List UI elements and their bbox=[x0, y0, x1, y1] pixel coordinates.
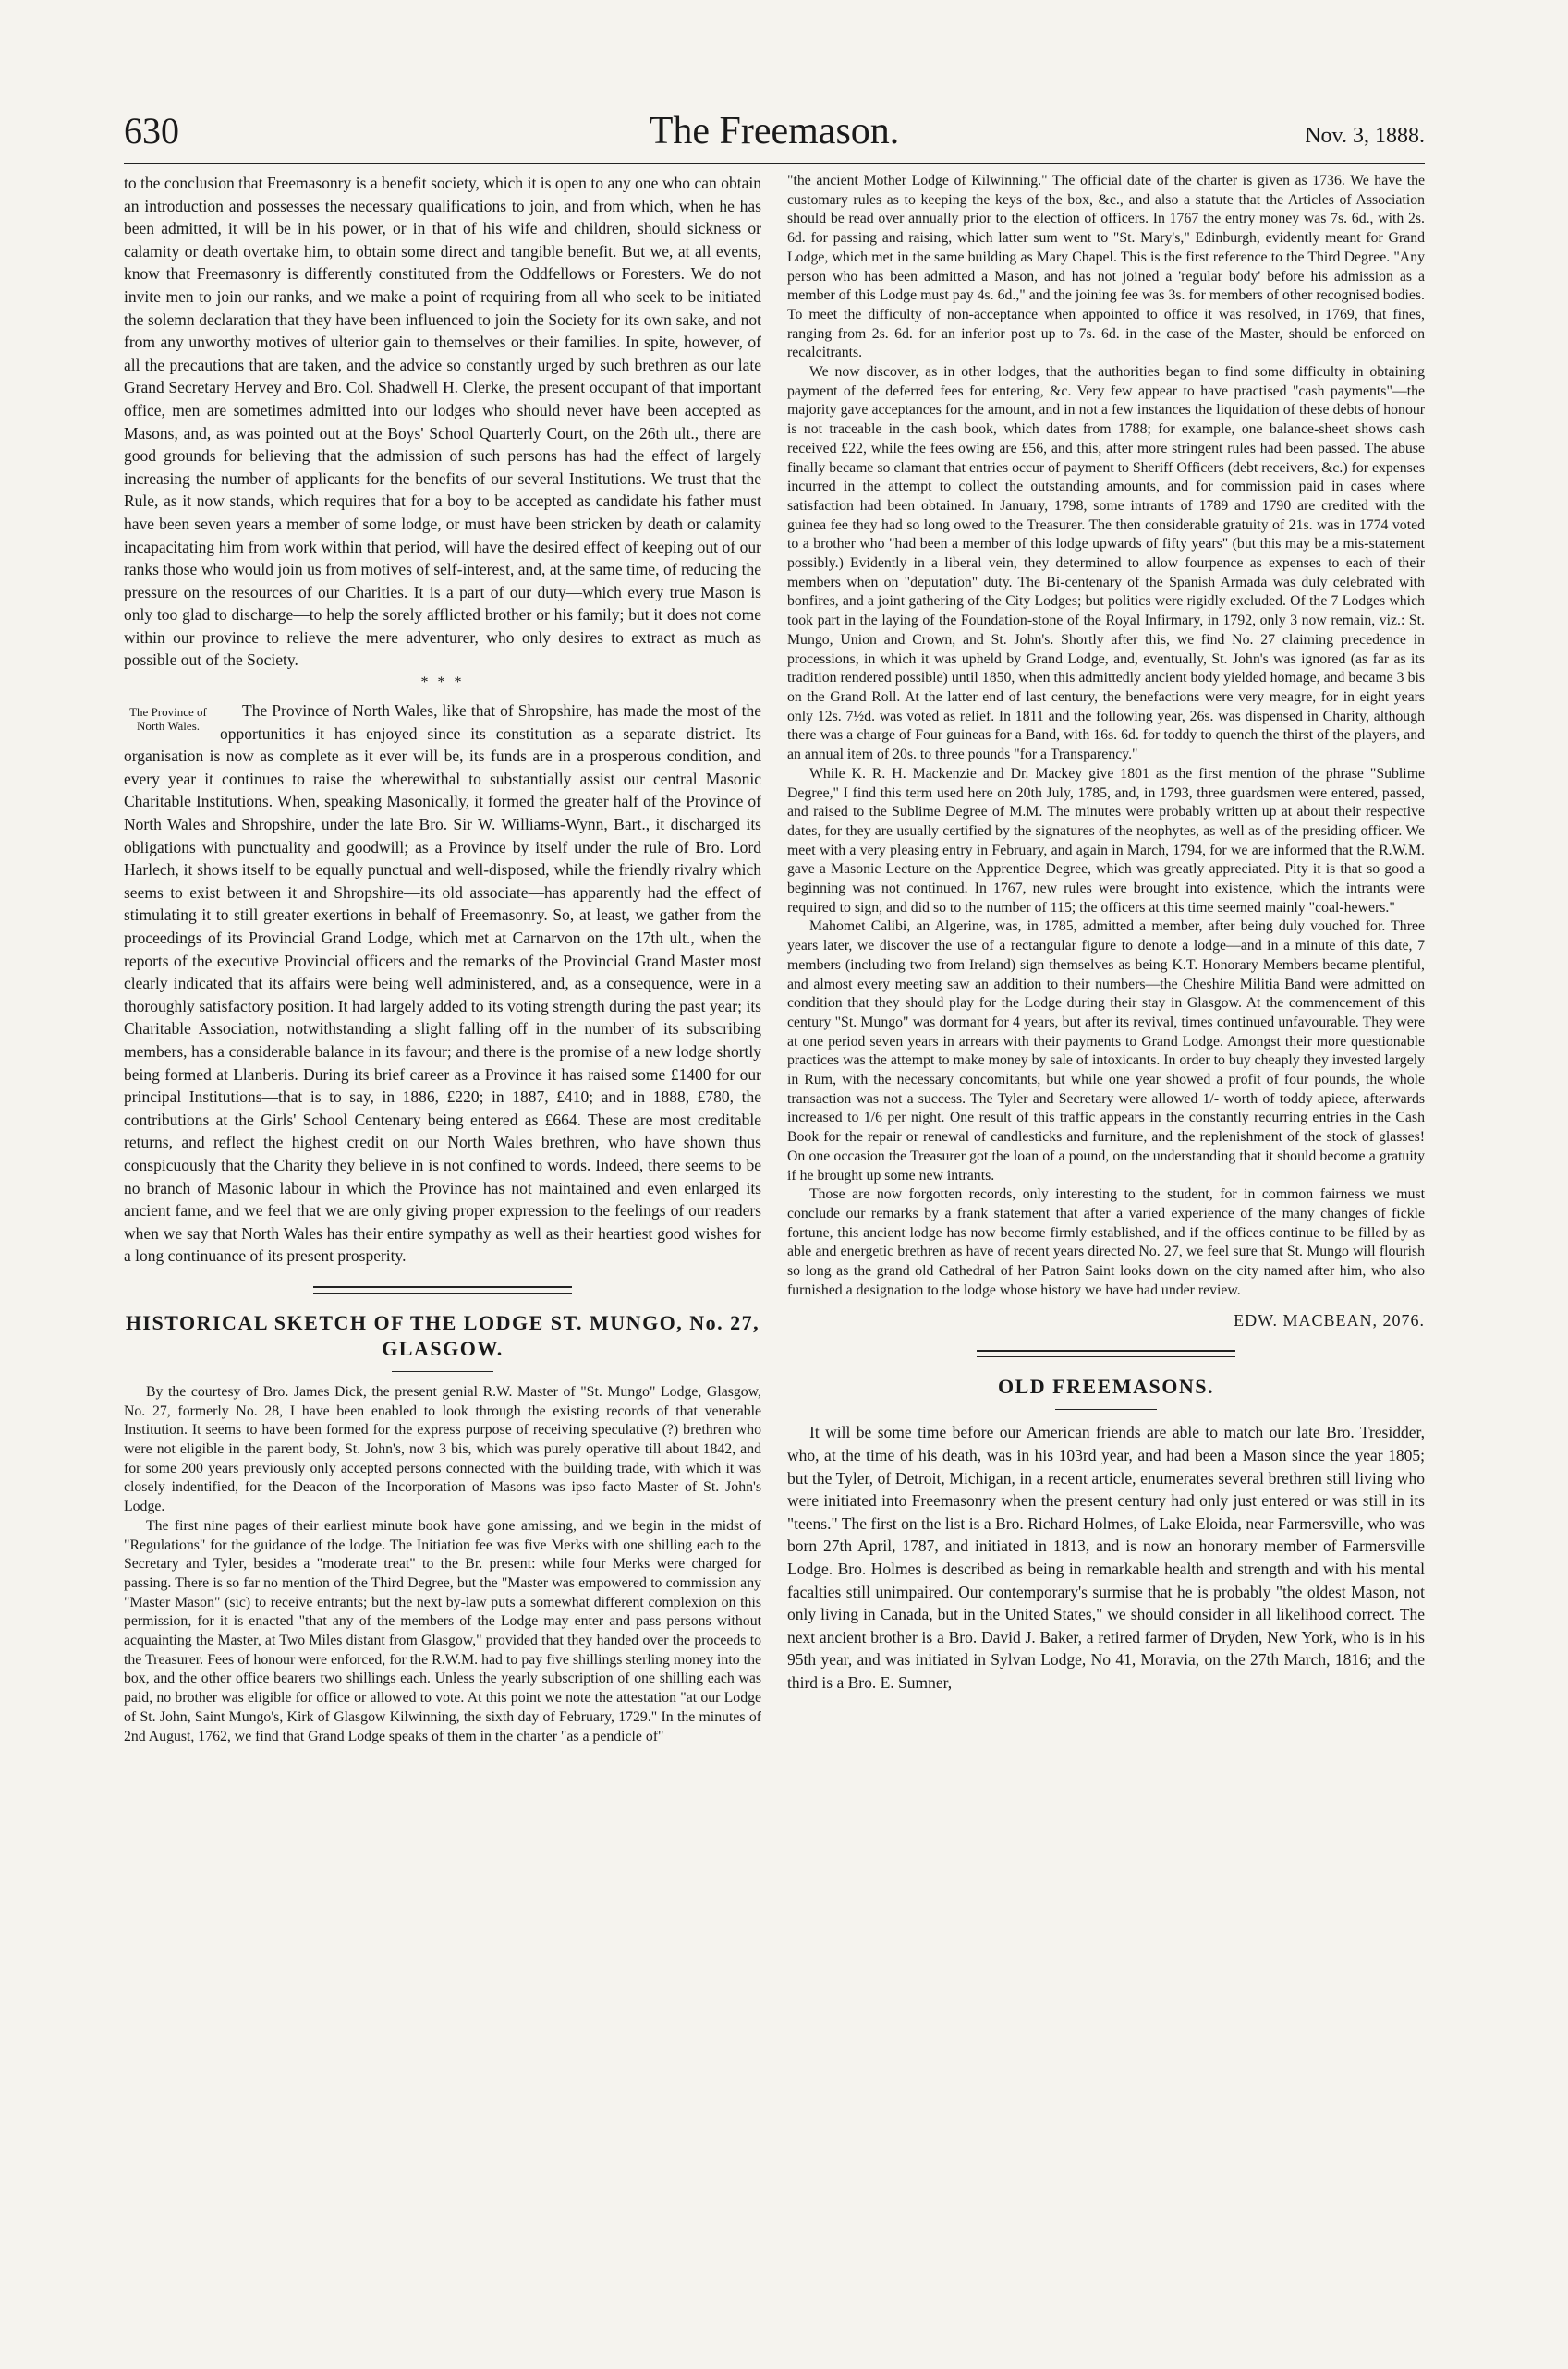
section-break: * * * bbox=[420, 674, 465, 691]
issue-date: Nov. 3, 1888. bbox=[1305, 124, 1425, 148]
marginal-note: The Province of North Wales. bbox=[129, 705, 207, 734]
article-paragraph: The first nine pages of their earliest minute book have gone amissing, and we begin in the midst of "Regulations" for the guidance of the lodge. The Initiation fee was five Merks with one shilling each to the Secretary and Tyler, besides a "moderate treat" to the Br. present: while four Merks were charged for passing. There is so far no mention of the Third Degree, but the "Master was empowered to commission any "Master Mason" (sic) to receive entrants; but the next by-law puts a somewhat different complexion on this permission, for it is enacted "that any of the members of the Lodge may enter and pass persons without acquainting the Master, at Two Miles distant from Glasgow," provided that they handed over the proceeds to the Treasurer. Fees of honour were enforced, for the R.W.M. had to pay five shillings sterling money into the box, and the other office bearers two shillings each. Unless the yearly subscription of one shilling each was paid, no brother was eligible for office or allowed to vote. At this point we note the attestation "at our Lodge of St. John, Saint Mungo's, Kirk of Glasgow Kilwinning, the sixth day of February, 1729." In the minutes of 2nd August, 1762, we find that Grand Lodge speaks of them in the charter "as a pendicle of" bbox=[124, 1517, 761, 1744]
title-rule bbox=[1055, 1409, 1157, 1410]
article-paragraph: Those are now forgotten records, only interesting to the student, for in common fairness we must conclude our remarks by a frank statement that after a varied experience of the many changes of fickle fortune, this ancient lodge has now become firmly established, and if the offices continue to be filled by as able and energetic brethren as have of recent years directed No. 27, we feel sure that St. Mungo will flourish so long as the grand old Cathedral of her Patron Saint looks down on the city named after him, who also furnished a designation to the lodge whose history we have had under review. bbox=[787, 1186, 1425, 1298]
article-paragraph: Mahomet Calibi, an Algerine, was, in 1785, admitted a member, after being duly vouched for. Three years later, we discover the use of a rectangular figure to denote a lodge—and in a minute of this date, 7 members (including two from Ireland) sign themselves as being K.T. Honorary Members became plentiful, and almost every meeting saw an addition to their numbers—the Cheshire Militia Band were admitted on condition that they should play for the Lodge during their stay in Glasgow. At the commencement of this century "St. Mungo" was dormant for 4 years, but after its revival, times continued unfavourable. They were at one period seven years in arrears with their payments to Grand Lodge. Amongst their more questionable practices was the attempt to make money by sale of intoxicants. In order to buy cheaply they invested largely in Rum, with the necessary concomitants, but while one year showed a profit of four pounds, the whole transaction was not a success. The Tyler and Secretary were allowed 1/- worth of toddy apiece, afterwards increased to 1/6 per night. One result of this traffic appears in the constantly recurring entries in the Cash Book for the repair or renewal of candlesticks and furniture, and the replenishment of the stock of glasses! On one occasion the Treasurer got the loan of a pound, on the understanding that it should become a gratuity if he brought up some new intrants. bbox=[787, 918, 1425, 1184]
page-header bbox=[124, 109, 1425, 164]
page-number: 630 bbox=[124, 110, 179, 152]
north-wales-section bbox=[124, 699, 761, 1268]
article-paragraph: We now discover, as in other lodges, that the authorities began to find some difficulty in obtaining payment of the deferred fees for entering, &c. Very few appear to have practised "cash payments"—the majority gave acceptances for the amount, and in not a few instances the liquidation of these debts of honour is not traceable in the cash book, which dates from 1788; for example, one balance-sheet shows cash received £22, while the fees owing are £56, and this, after more stringent rules had been passed. The abuse finally became so clamant that entries occur of payment to Sheriff Officers (debt receivers, &c.) for expenses incurred in the attempt to collect the outstanding amounts, and for commission paid in cases where satisfaction had been obtained. In January, 1798, some intrants of 1789 and 1790 are credited with the guinea fee they had so long owed to the Treasurer. The then considerable gratuity of 21s. was in 1774 voted to a brother who "had been a member of this lodge upwards of fifty years" (but this may be a mis-statement possibly.) Evidently in a liberal vein, they determined to allow fourpence as expenses to each of their members when on "deputation" duty. The Bi-centenary of the Spanish Armada was duly celebrated with bonfires, and a joint gathering of the City Lodges; but politics were rigidly excluded. Of the 7 Lodges which took part in the laying of the Foundation-stone of the Royal Infirmary, in 1792, only 3 now remain, viz.: St. Mungo, Union and Crown, and St. John's. Shortly after this, we find No. 27 claiming precedence in processions, in which it was upheld by Grand Lodge, and, eventually, St. John's was ignored (as far as its tradition rendered possible) until 1850, when this admittedly ancient body yielded homage, and became 3 bis on the Grand Roll. At the latter end of last century, the benefactions were very meagre, for in eight years only 12s. 7½d. was voted as relief. In 1811 and the following year, 26s. was dispensed in Charity, although there was a charge of Four guineas for a Band, with 16s. 6d. for toddy to quench the thirst of the players, and an annual item of 20s. to three pounds "for a Transparency." bbox=[787, 364, 1425, 763]
newspaper-masthead: The Freemason. bbox=[649, 110, 900, 152]
article-separator bbox=[313, 1286, 572, 1294]
left-column bbox=[124, 172, 761, 2334]
title-rule bbox=[392, 1371, 493, 1372]
editorial-paragraph: to the conclusion that Freemasonry is a benefit society, which it is open to any one who can obtain an introduction and possesses the necessary qualifications to join, and from which, when he has been admitted, it will be in his power, or in that of his wife and children, should sickness or calamity or death overtake him, to obtain some direct and tangible benefit. But we, at all events, know that Freemasonry is differently constituted from the Oddfellows or Foresters. We do not invite men to join our ranks, and we make a point of requiring from all who seek to be initiated the solemn declaration that they have been influenced to join the Society for its own sake, and not from any unworthy motives of ulterior gain to themselves or their families. In spite, however, of all the precautions that are taken, and the advice so constantly urged by such brethren as our late Grand Secretary Hervey and Bro. Col. Shadwell H. Clerke, the present occupant of that important office, men are sometimes admitted into our lodges who should never have been accepted as Masons, and, as was pointed out at the Boys' School Quarterly Court, on the 26th ult., there are good grounds for believing that the admission of such persons has had the effect of largely increasing the number of applicants for the benefits of our several Institutions. We trust that the Rule, as it now stands, which requires that for a boy to be accepted as candidate his father must have been seven years a member of some lodge, or must have been stricken by death or calamity incapacitating him from work within that period, will have the desired effect of keeping out of our ranks those who would join us from motives of self-interest, and, at the same time, of reducing the pressure on the resources of our Charities. It is a part of our duty—which every true Mason is only too glad to discharge—to help the sorely afflicted brother or his family; but it does not come within our province to relieve the mere adventurer, who only desires to extract as much as possible out of the Society. bbox=[124, 174, 761, 670]
article-paragraph: While K. R. H. Mackenzie and Dr. Mackey give 1801 as the first mention of the phrase "Sublime Degree," I find this term used here on 20th July, 1785, and, in 1793, three guardsmen were entered, passed, and raised to the Sublime Degree of M.M. The minutes were probably written up at about their respective dates, for they are usually certified by the signatures of the neophytes, as well as of the presiding officer. We meet with a very pleasing entry in February, and again in March, 1794, for we are informed that the R.W.M. gave a Masonic Lecture on the Apprentice Degree, which was greatly appreciated. Pity it is that so good a beginning was not continued. In 1767, new rules were brought into existence, which the intrants were required to sign, and did so to the number of 115; the officers at this time seemed mainly "coal-hewers." bbox=[787, 765, 1425, 916]
article-title-old-freemasons: OLD FREEMASONS. bbox=[998, 1375, 1214, 1399]
article-title-st-mungo: HISTORICAL SKETCH OF THE LODGE ST. MUNGO, No. 27, GLASGOW. bbox=[125, 1310, 760, 1360]
article-paragraph: By the courtesy of Bro. James Dick, the present genial R.W. Master of "St. Mungo" Lodge, Glasgow, No. 27, formerly No. 28, I have been enabled to look through the existing records of that venerable Institution. It seems to have been formed for the express purpose of receiving speculative (?) brethren who were not eligible in the parent body, St. John's, now 3 bis, which was purely operative till about 1842, and for some 200 years previously only accepted persons connected with the building trade, with which it was closely indentified, for the Deacon of the Incorporation of Masons was ipso facto Master of St. John's Lodge. bbox=[124, 1383, 761, 1515]
right-column bbox=[787, 172, 1425, 2334]
article-paragraph: It will be some time before our American friends are able to match our late Bro. Tresidder, who, at the time of his death, was in his 103rd year, and had been a Mason since the year 1805; but the Tyler, of Detroit, Michigan, in a recent article, enumerates several brethren still living who were initiated into Freemasonry when the present century had only just entered or was still in its "teens." The first on the list is a Bro. Richard Holmes, of Lake Eloida, near Farmersville, who was born 27th April, 1787, and initiated in 1813, and is now an honorary member of Farmersville Lodge. Bro. Holmes is described as being in remarkable health and strength and with his mental facalties still unimpaired. Our contemporary's surmise that he is probably "the oldest Mason, not only living in Canada, but in the United States," we should consider in all likelihood correct. The next ancient brother is a Bro. David J. Baker, a retired farmer of Dryden, New York, who is in his 95th year, and was initiated in Sylvan Lodge, No 41, Moravia, on the 27th March, 1816; and the third is a Bro. E. Sumner, bbox=[787, 1423, 1425, 1693]
header-rule bbox=[124, 163, 1425, 164]
north-wales-paragraph: The Province of North Wales, like that of Shropshire, has made the most of the opportunities it has enjoyed since its constitution as a separate district. Its organisation is now as complete as it ever will be, its funds are in a prosperous condition, and every year it continues to raise the wherewithal to substantially assist our central Masonic Charitable Institutions. When, speaking Masonically, it formed the greater half of the Province of North Wales and Shropshire, under the late Bro. Sir W. Williams-Wynn, Bart., it discharged its obligations with punctuality and goodwill; as a Province by itself under the rule of Bro. Lord Harlech, it shows itself to be equally punctual and well-disposed, while the friendly rivalry which seems to exist between it and Shropshire—its old associate—has apparently had the effect of stimulating it to still greater exertions in behalf of Freemasonry. So, at least, we gather from the proceedings of its Provincial Grand Lodge, which met at Carnarvon on the 17th ult., when the reports of the executive Provincial officers and the remarks of the Provincial Grand Master most clearly indicated that its affairs were being well administered, and, as a consequence, were in a thoroughly satisfactory position. It had largely added to its voting strength during the past year; its Charitable Association, notwithstanding a slight falling off in the number of its subscribing members, has a considerable balance in its favour; and there is the promise of a new lodge shortly being formed at Llanberis. During its brief career as a Province it has raised some £1400 for our principal Institutions—that is to say, in 1886, £220; in 1887, £410; and in 1888, £780, the contributions at the Girls' School Centenary being entered as £664. These are most creditable returns, and reflect the highest credit on our North Wales brethren, who have shown thus conspicuously that the Charity they believe in is not confined to words. Indeed, there seems to be no branch of Masonic labour in which the Province has not maintained and even enlarged its ancient fame, and we feel that we are only giving proper expression to the feelings of our readers when we say that North Wales has their entire sympathy as well as their heartiest good wishes for a long continuance of its present prosperity. bbox=[124, 701, 761, 1266]
author-signature: EDW. MACBEAN, 2076. bbox=[1234, 1311, 1425, 1330]
article-separator bbox=[977, 1350, 1235, 1357]
article-paragraph: "the ancient Mother Lodge of Kilwinning." The official date of the charter is given as 1736. We have the customary rules as to keeping the keys of the box, &c., and also a statute that the Articles of Association should be read over annually prior to the election of officers. In 1767 the entry money was 7s. 6d., with 2s. 6d. for passing and raising, which latter sum went to "St. Mary's," Edinburgh, evidently meant for Grand Lodge, which met in the same building as Mary Chapel. This is the first reference to the Third Degree. "Any person who has been admitted a Mason, and has not joined a 'regular body' before his admission as a member of this Lodge must pay 4s. 6d.," and the joining fee was 3s. for members of other recognised bodies. To meet the difficulty of non-acceptance when appointed to office it was resolved, in 1769, that fines, ranging from 2s. 6d. for an inferior post up to 7s. 6d. in the case of the Master, should be enforced on recalcitrants. bbox=[787, 173, 1425, 361]
